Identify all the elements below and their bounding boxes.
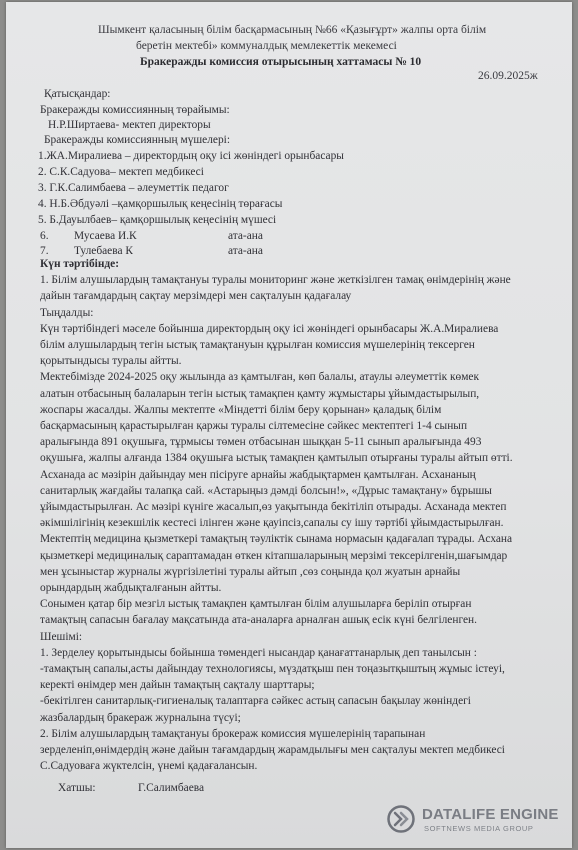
parent-number: 7. <box>40 245 49 257</box>
body-line: алатын отбасының балаларын тегін ыстық тамақпен қамту жұмыстары ұйымдастырылып, <box>40 387 480 400</box>
signature-name: Г.Салимбаева <box>138 782 205 794</box>
member-item: 2. С.К.Садуова– мектеп медбикесі <box>38 166 204 178</box>
body-line: -тамақтың сапалы,асты дайындау технологиясы, мүздатқыш пен тоңазытқыштың жұмыс істеуі, <box>40 663 505 675</box>
signature-label: Хатшы: <box>58 782 96 794</box>
body-line: 1. Зерделеу қорытындысы бойынша төмендегі нысандар қанағаттанарлық деп танылсын : <box>40 646 477 659</box>
body-line: жоспары жасалды. Жалпы мектепте «Міндетті білім беру қорынан» қаладық білім <box>40 403 442 416</box>
body-line: Тыңдалды: <box>40 306 94 319</box>
body-line: керекті өнімдер мен дайын тамақтың сақталу шарттары; <box>40 679 315 692</box>
watermark-subtitle: SOFTNEWS MEDIA GROUP <box>424 824 534 833</box>
member-item: 4. Н.Б.Әбдуәлі –қамқоршылық кеңесінің төрағасы <box>38 198 283 210</box>
chair-label: Бракеражды комиссиянның төрайымы: <box>40 104 230 116</box>
body-line: санитарлық жағдайы талапқа сай. «Астарыңыз дәмді болсын!», «Дұрыс тамақтану» бұрышы <box>40 484 492 497</box>
body-line: жазбалардың бракераж журналына түсуі; <box>40 711 241 724</box>
parent-number: 6. <box>40 230 49 242</box>
body-line: оқушыға, жалпы алғанда 1384 оқушыға ыстық тамақпен қамтылып отырғаны туралы айтып өтті. <box>40 452 513 465</box>
body-line: орындардың жабдықталғанын айтты. <box>40 582 222 594</box>
body-line: әкімшілігінің кезекшілік кестесі ілінген және қауіпсіз,сапалы су ішу тәртібі ұйымдастырылған. <box>40 517 504 530</box>
body-line: Сонымен қатар бір мезгіл ыстық тамақпен қамтылған білім алушыларға беріліп отырған <box>40 598 472 611</box>
datalife-logo-icon <box>386 804 416 834</box>
body-line: 1. Білім алушылардың тамақтануы туралы мониторинг және жеткізілген тамақ өнімдерінің және <box>40 274 511 287</box>
parent-name: Мусаева И.К <box>74 230 137 242</box>
body-line: Асханада ас мәзірін дайындау мен пісіруге арнайы жабдықтармен қамтылған. Асхананың <box>40 468 476 481</box>
body-line: Мектептің медицина қызметкері тамақтың тәуліктік сынама нормасын қадағалап тұрады. Асхана <box>40 533 513 546</box>
body-line: С.Садуоваға жүктелсін, үнемі қадағалансын. <box>40 760 258 773</box>
body-line: 2. Білім алушылардың тамақтануы брокераж комиссия мүшелерінің тарапынан <box>40 727 426 740</box>
member-item: 3. Г.К.Салимбаева – әлеуметтік педагог <box>38 182 229 194</box>
body-line: аралығында 891 оқушыға, тұрмысы төмен отбасынан шыққан 5-11 сынып аралығында 493 <box>40 436 482 449</box>
watermark-name: DATALIFE ENGINE <box>422 806 559 823</box>
member-item: 1.ЖА.Миралиева – директордың оқу ісі жөніндегі орынбасары <box>38 150 344 162</box>
body-line: ұйымдастырылған. Ас мәзірі күніге жасалып,өз уақытында бекітіліп отырады. Асханада мектеп <box>40 501 507 513</box>
body-line: Шешімі: <box>40 630 83 643</box>
body-line: мен ұсыныстар журналы жүргізілетіні туралы айтып ,сөз соңында қол жуатын арнайы <box>40 565 461 578</box>
document-page <box>6 2 572 848</box>
body-line: Күн тәртібінде: <box>40 258 119 270</box>
chair-name: Н.Р.Ширтаева- мектеп директоры <box>48 119 211 131</box>
members-label: Бракеражды комиссиянның мүшелері: <box>44 134 230 146</box>
attendees-label: Қатысқандар: <box>44 88 111 100</box>
body-line: қорытындысы туралы айтты. <box>40 355 182 368</box>
document-date: 26.09.2025ж <box>478 70 538 82</box>
header-line-2: беретін мектебі» коммуналдық мемлекеттік мекемесі <box>136 40 397 52</box>
body-line: Мектебімізде 2024-2025 оқу жылында аз қамтылған, көп балалы, атаулы әлеуметтік көмек <box>40 371 480 384</box>
body-line: дайын тағамдардың сақтау мерзімдері мен сақталуын қадағалау <box>40 290 352 303</box>
body-line: қызметкері медициналық сараптамадан өткен кітапшаларының мерзімі тексерілгенін,шағымдар <box>40 549 508 562</box>
header-line-1: Шымкент қаласының білім басқармасының №66 «Қазығұрт» жалпы орта білім <box>98 24 487 36</box>
parent-role: ата-ана <box>228 230 263 242</box>
datalife-engine-watermark <box>384 800 572 840</box>
body-line: Күн тәртібіндегі мәселе бойынша директордың оқу ісі жөніндегі орынбасары Ж.А.Миралиева <box>40 322 499 335</box>
document-title: Бракеражды комиссия отырысының хаттамасы № 10 <box>140 56 422 68</box>
member-item: 5. Б.Дауылбаев– қамқоршылық кеңесінің мүшесі <box>38 214 277 226</box>
body-line: білім алушылардың тегін ыстық тамақтануын құрылған комиссия мүшелерінің тексерген <box>40 339 475 351</box>
body-line: зерделеніп,өнімдердің және дайын тағамдардың жарамдылығы мен сақталуы мектеп медбикесі <box>40 744 505 756</box>
body-line: басқармасының қарастырылған қаржы туралы сілтемесіне сәйкес мектептегі 1-4 сынып <box>40 420 468 432</box>
parent-name: Тулебаева К <box>74 245 133 257</box>
parent-role: ата-ана <box>228 245 263 257</box>
body-line: -бекітілген санитарлық-гигиеналық талаптарға сәйкес астың сапасын бақылау жөніндегі <box>40 695 471 708</box>
body-line: тамақтың сапасын бағалау мақсатында ата-аналарға арналған ашық есік күні белгіленген. <box>40 614 477 627</box>
